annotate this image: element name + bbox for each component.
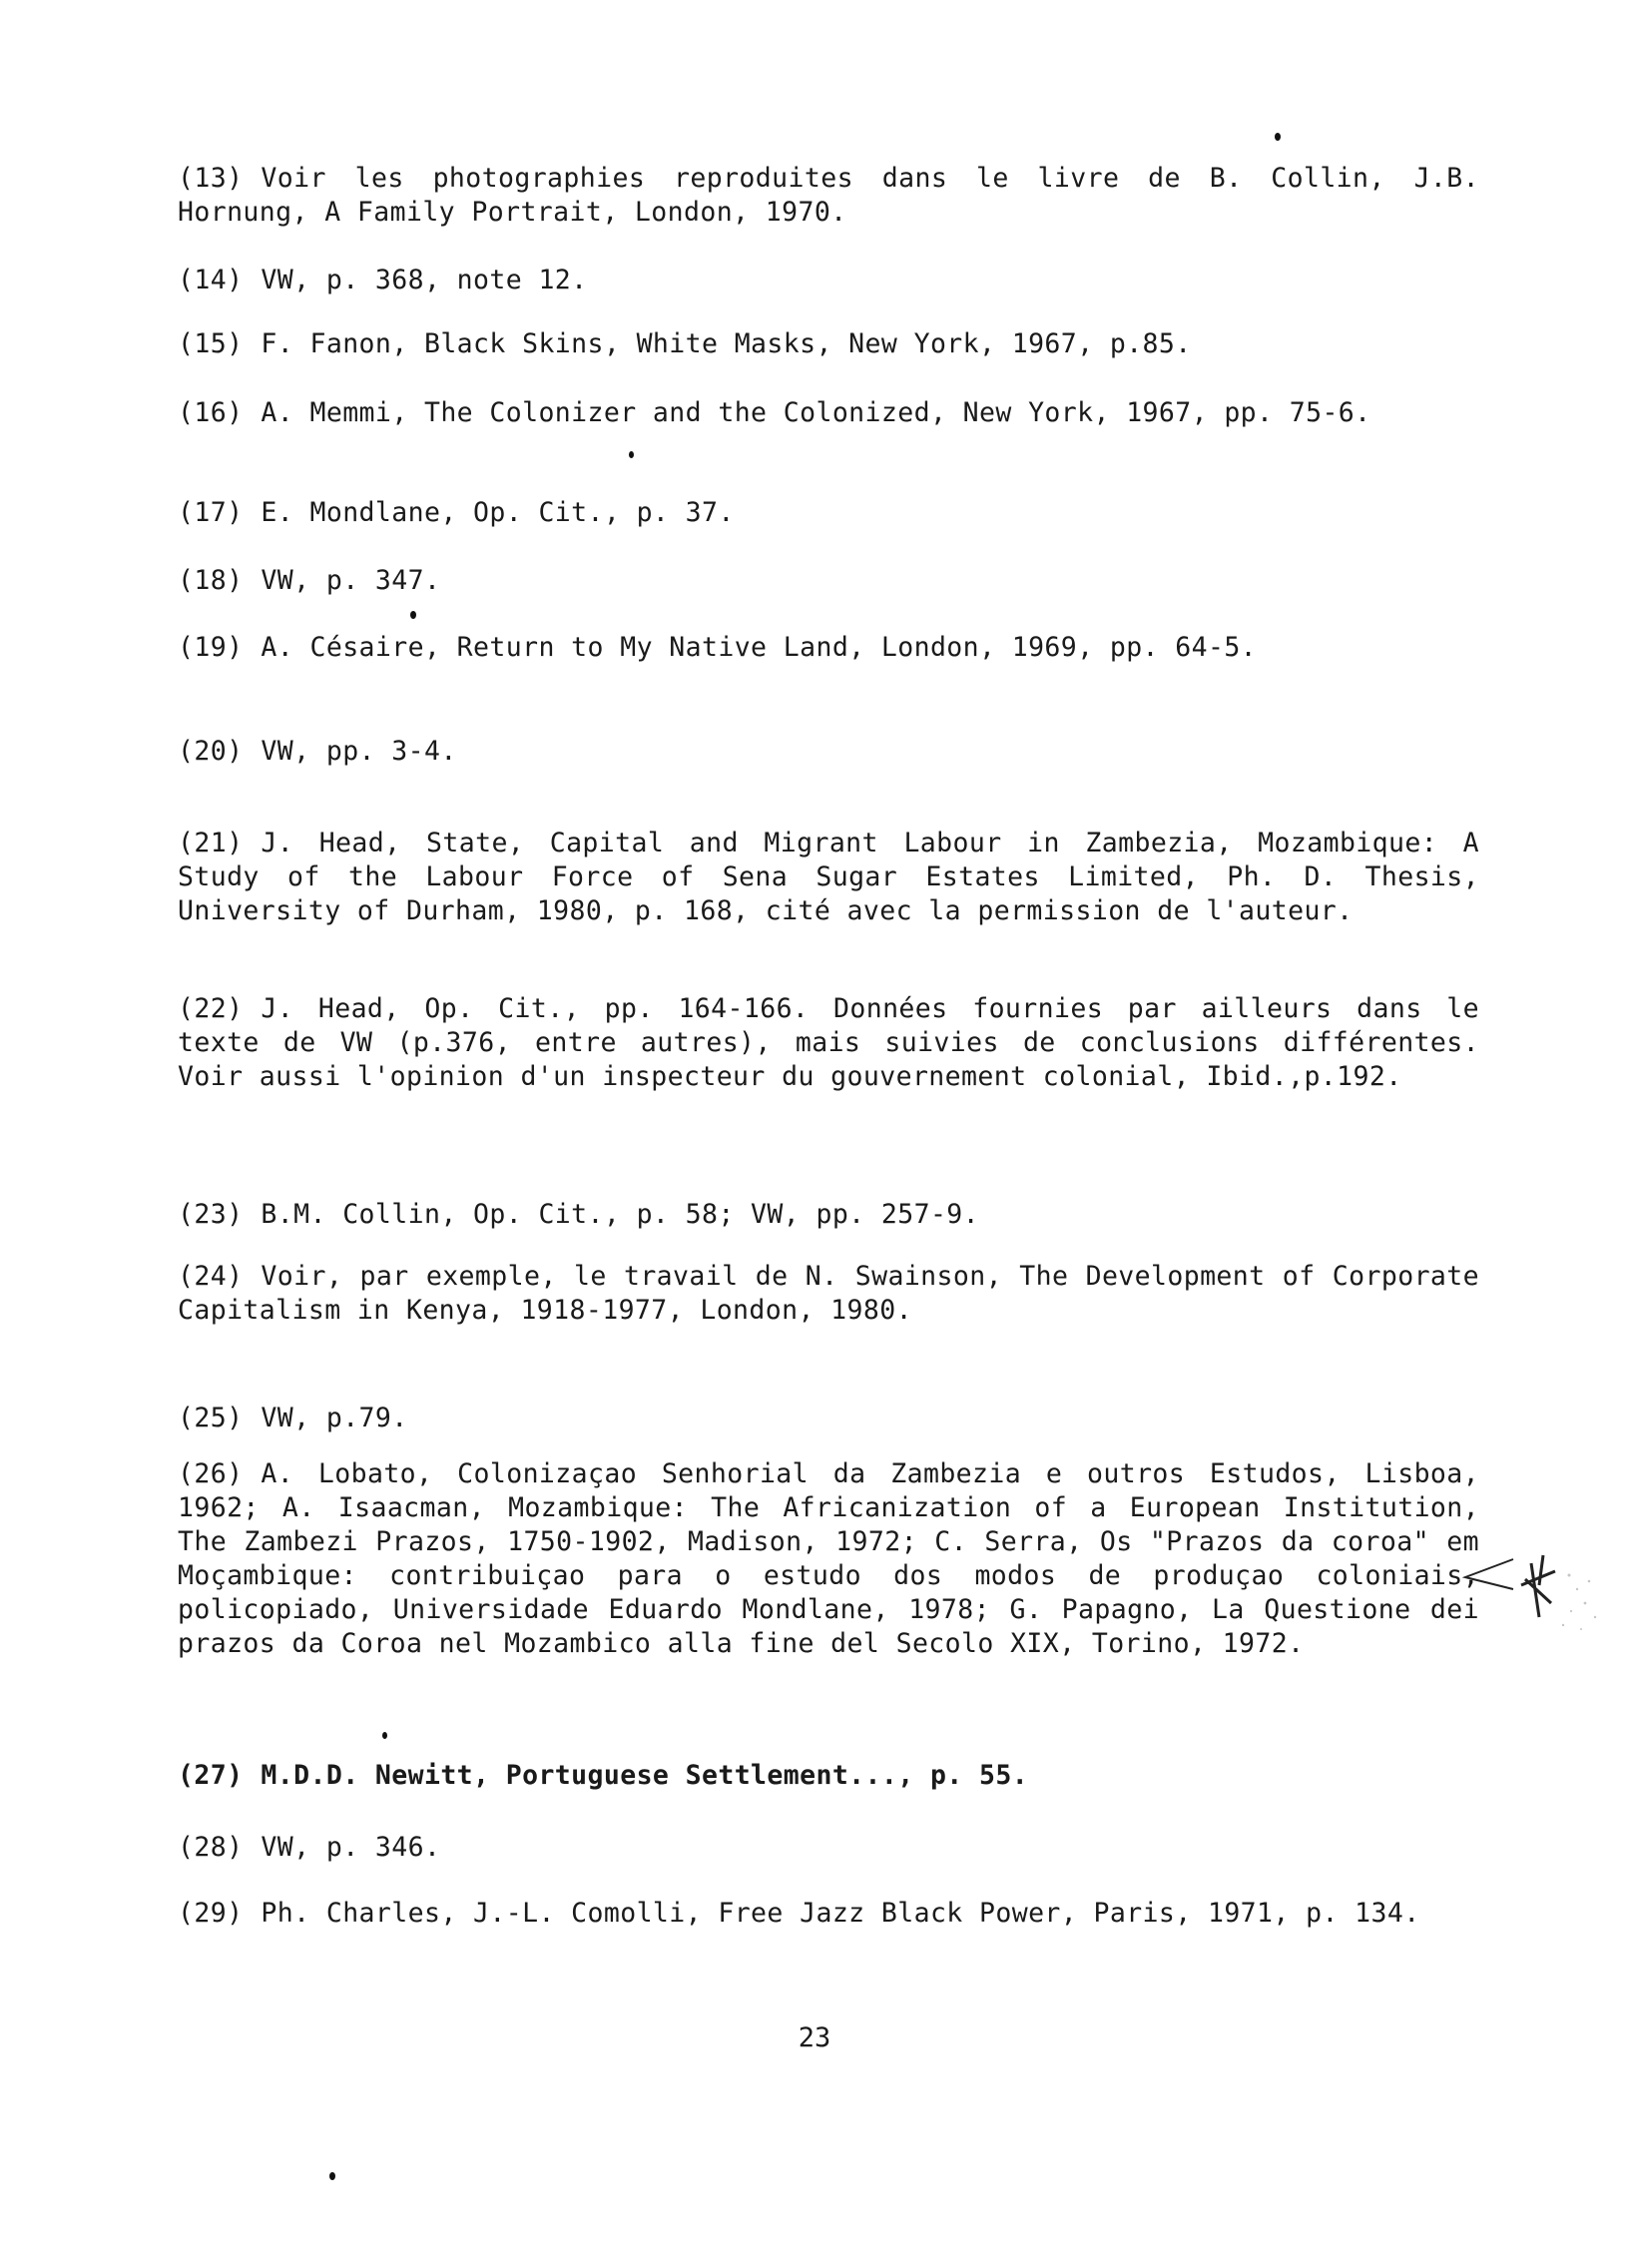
scan-speck [329,2172,335,2180]
scan-speck [1275,133,1281,141]
footnote-17: (17) E. Mondlane, Op. Cit., p. 37. [178,497,735,528]
footnote-29: (29) Ph. Charles, J.-L. Comolli, Free Jazz Black Power, Paris, 1971, p. 134. [178,1898,1420,1929]
footnote-15: (15) F. Fanon, Black Skins, White Masks, New York, 1967, p.85. [178,328,1192,359]
footnote-14: (14) VW, p. 368, note 12. [178,265,588,295]
footnote-24: (24) Voir, par exemple, le travail de N. Swainson, The Development of Corporate Capitalism in Kenya, 1918-1977, London, 1980. [178,1261,1479,1326]
page-number: 23 [798,2022,831,2053]
footnote-26: (26) A. Lobato, Colonizaçao Senhorial da Zambezia e outros Estudos, Lisboa, 1962; A. Isaacman, Mozambique: The Africanization of a European Institution, The Zambezi Prazos, 1750-1902, Madison, 1972; C. Serra, Os "Prazos da coroa" em Moçambique: contribuiçao para o estudo dos modos de produçao coloniais, policopiado, Universidade Eduardo Mondlane, 1978; G. Papagno, La Questione dei prazos da Coroa nel Mozambico alla fine del Secolo XIX, Torino, 1972. [178,1458,1479,1659]
footnote-16: (16) A. Memmi, The Colonizer and the Colonized, New York, 1967, pp. 75-6. [178,397,1371,428]
margin-star-annotation [1459,1545,1609,1655]
footnote-18: (18) VW, p. 347. [178,565,441,596]
footnote-27: (27) M.D.D. Newitt, Portuguese Settlement..., p. 55. [178,1760,1029,1791]
scan-speck [410,611,416,619]
footnote-21: (21) J. Head, State, Capital and Migrant Labour in Zambezia, Mozambique: A Study of the Labour Force of Sena Sugar Estates Limited, Ph. D. Thesis, University of Durham, 1980, p. 168, cité avec la permission de l'auteur. [178,828,1479,926]
scan-speck [629,451,634,458]
footnote-22: (22) J. Head, Op. Cit., pp. 164-166. Données fournies par ailleurs dans le texte de VW (p.376, entre autres), mais suivies de conclusions différentes. Voir aussi l'opinion d'un inspecteur du gouvernement colonial, Ibid.,p.192. [178,993,1479,1092]
footnote-19: (19) A. Césaire, Return to My Native Land, London, 1969, pp. 64-5. [178,632,1258,663]
footnote-13: (13) Voir les photographies reproduites dans le livre de B. Collin, J.B. Hornung, A Family Portrait, London, 1970. [178,163,1479,228]
footnote-28: (28) VW, p. 346. [178,1832,441,1863]
footnote-20: (20) VW, pp. 3-4. [178,736,457,767]
scan-speck [382,1732,387,1739]
footnote-25: (25) VW, p.79. [178,1403,408,1433]
footnote-23: (23) B.M. Collin, Op. Cit., p. 58; VW, pp. 257-9. [178,1199,980,1230]
